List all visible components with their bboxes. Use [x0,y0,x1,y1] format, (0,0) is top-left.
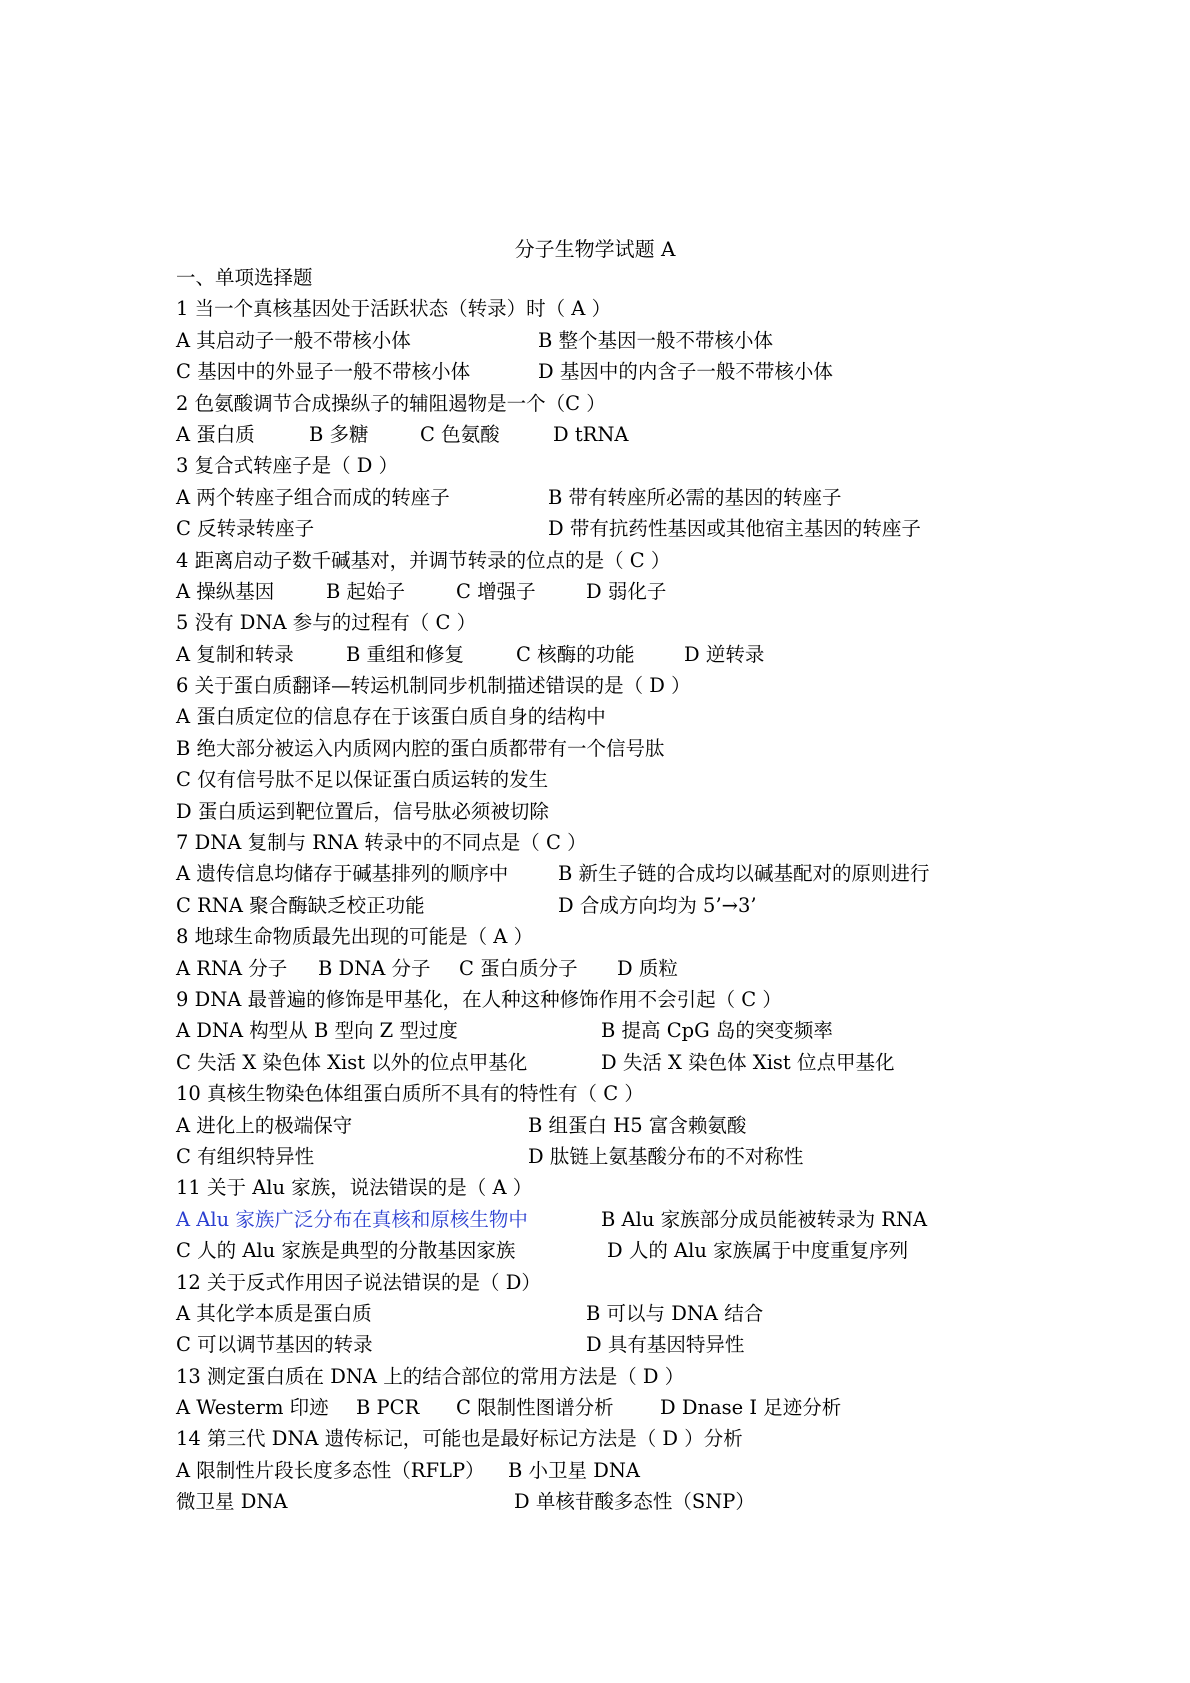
question-stem: 1 当一个真核基因处于活跃状态（转录）时（ A ） [176,297,612,321]
option-row [176,1486,1076,1517]
question-stem: 4 距离启动子数千碱基对，并调节转录的位点的是（ C ） [176,548,671,572]
option-a: A DNA 构型从 B 型向 Z 型过度 [176,1019,458,1043]
question-stem: 12 关于反式作用因子说法错误的是（ D） [176,1270,541,1294]
option-b: B 组蛋白 H5 富含赖氨酸 [528,1113,747,1137]
option-c: C 仅有信号肽不足以保证蛋白质运转的发生 [176,768,549,792]
option-a: A 复制和转录 [176,642,294,666]
option-row [176,419,1076,450]
option-d: D 带有抗药性基因或其他宿主基因的转座子 [548,517,921,541]
option-c: C 蛋白质分子 [459,956,578,980]
option-row [176,513,1076,544]
option-b: B 整个基因一般不带核小体 [538,328,774,352]
option-c: C RNA 聚合酶缺乏校正功能 [176,893,425,917]
option-d: D 基因中的内含子一般不带核小体 [538,360,833,384]
question-stem: 6 关于蛋白质翻译—转运机制同步机制描述错误的是（ D ） [176,674,691,698]
option-c: C 可以调节基因的转录 [176,1333,373,1357]
option-c: C 反转录转座子 [176,517,315,541]
option-d: D 弱化子 [586,579,667,603]
option-b: B PCR [356,1396,420,1420]
option-d: D 肽链上氨基酸分布的不对称性 [528,1144,804,1168]
question-stem: 13 测定蛋白质在 DNA 上的结合部位的常用方法是（ D ） [176,1364,685,1388]
option-row [176,1235,1076,1266]
option-row [176,482,1076,513]
section-heading: 一、单项选择题 [176,266,313,289]
option-a: A 其启动子一般不带核小体 [176,328,411,352]
option-b: B 带有转座所必需的基因的转座子 [548,485,842,509]
question-stem: 2 色氨酸调节合成操纵子的辅阻遏物是一个（C ） [176,391,606,415]
question-stem: 8 地球生命物质最先出现的可能是（ A ） [176,925,534,949]
option-d: D 单核苷酸多态性（SNP） [514,1490,755,1514]
option-b: B 小卫星 DNA [508,1458,641,1482]
option-c: C 人的 Alu 家族是典型的分散基因家族 [176,1239,516,1263]
option-a: A Westerm 印迹 [176,1396,329,1420]
option-c: 微卫星 DNA [176,1490,288,1514]
option-b: B 重组和修复 [346,642,465,666]
option-row [176,1141,1076,1172]
question-list [176,262,1076,1518]
option-b: B 可以与 DNA 结合 [586,1301,764,1325]
option-d: D Dnase I 足迹分析 [660,1396,842,1420]
question-stem: 9 DNA 最普遍的修饰是甲基化，在人种这种修饰作用不会引起（ C ） [176,987,782,1011]
option-a-highlighted: A Alu 家族广泛分布在真核和原核生物中 [176,1207,528,1231]
option-a: A 蛋白质 [176,422,255,446]
option-row [176,1015,1076,1046]
option-c: C 核酶的功能 [516,642,635,666]
option-d: D tRNA [553,422,629,446]
option-d: D 合成方向均为 5’→3’ [558,893,757,917]
option-c: C 色氨酸 [420,422,500,446]
question-stem: 14 第三代 DNA 遗传标记，可能也是最好标记方法是（ D ）分析 [176,1427,743,1451]
option-d: D 具有基因特异性 [586,1333,745,1357]
option-row [176,1047,1076,1078]
option-c: C 失活 X 染色体 Xist 以外的位点甲基化 [176,1050,528,1074]
option-a: A 进化上的极端保守 [176,1113,353,1137]
option-a: A 其化学本质是蛋白质 [176,1301,372,1325]
option-a: A RNA 分子 [176,956,288,980]
option-row [176,576,1076,607]
option-row [176,1110,1076,1141]
option-row [176,1392,1076,1423]
option-row [176,858,1076,889]
option-b: B 新生子链的合成均以碱基配对的原则进行 [558,862,930,886]
option-row [176,1329,1076,1360]
option-row [176,1298,1076,1329]
option-d: D 人的 Alu 家族属于中度重复序列 [607,1239,909,1263]
document-title: 分子生物学试题 A [514,237,676,261]
option-c: C 增强子 [456,579,536,603]
option-b: B 起始子 [326,579,406,603]
option-row [176,890,1076,921]
question-stem: 5 没有 DNA 参与的过程有（ C ） [176,611,477,635]
option-a: A 遗传信息均储存于碱基排列的顺序中 [176,862,509,886]
option-b: B 多糖 [309,422,369,446]
option-c: C 基因中的外显子一般不带核小体 [176,360,471,384]
option-row [176,1455,1076,1486]
question-stem: 7 DNA 复制与 RNA 转录中的不同点是（ C ） [176,831,587,855]
option-row [176,639,1076,670]
option-d: D 逆转录 [684,642,765,666]
option-a: A 限制性片段长度多态性（RFLP） [176,1458,485,1482]
option-d: D 质粒 [617,956,678,980]
option-row [176,325,1076,356]
question-stem: 3 复合式转座子是（ D ） [176,454,399,478]
option-b: B DNA 分子 [318,956,431,980]
option-b: B Alu 家族部分成员能被转录为 RNA [601,1207,928,1231]
option-a: A 蛋白质定位的信息存在于该蛋白质自身的结构中 [176,705,606,729]
option-a: A 操纵基因 [176,579,275,603]
question-stem: 10 真核生物染色体组蛋白质所不具有的特性有（ C ） [176,1082,644,1106]
option-c: C 有组织特异性 [176,1144,315,1168]
option-row [176,1204,1076,1235]
question-stem: 11 关于 Alu 家族，说法错误的是（ A ） [176,1176,533,1200]
option-d: D 失活 X 染色体 Xist 位点甲基化 [601,1050,895,1074]
option-row [176,356,1076,387]
option-d: D 蛋白质运到靶位置后，信号肽必须被切除 [176,799,549,823]
option-row [176,953,1076,984]
option-a: A 两个转座子组合而成的转座子 [176,485,450,509]
option-b: B 提高 CpG 岛的突变频率 [601,1019,833,1043]
option-c: C 限制性图谱分析 [456,1396,614,1420]
option-b: B 绝大部分被运入内质网内腔的蛋白质都带有一个信号肽 [176,736,665,760]
